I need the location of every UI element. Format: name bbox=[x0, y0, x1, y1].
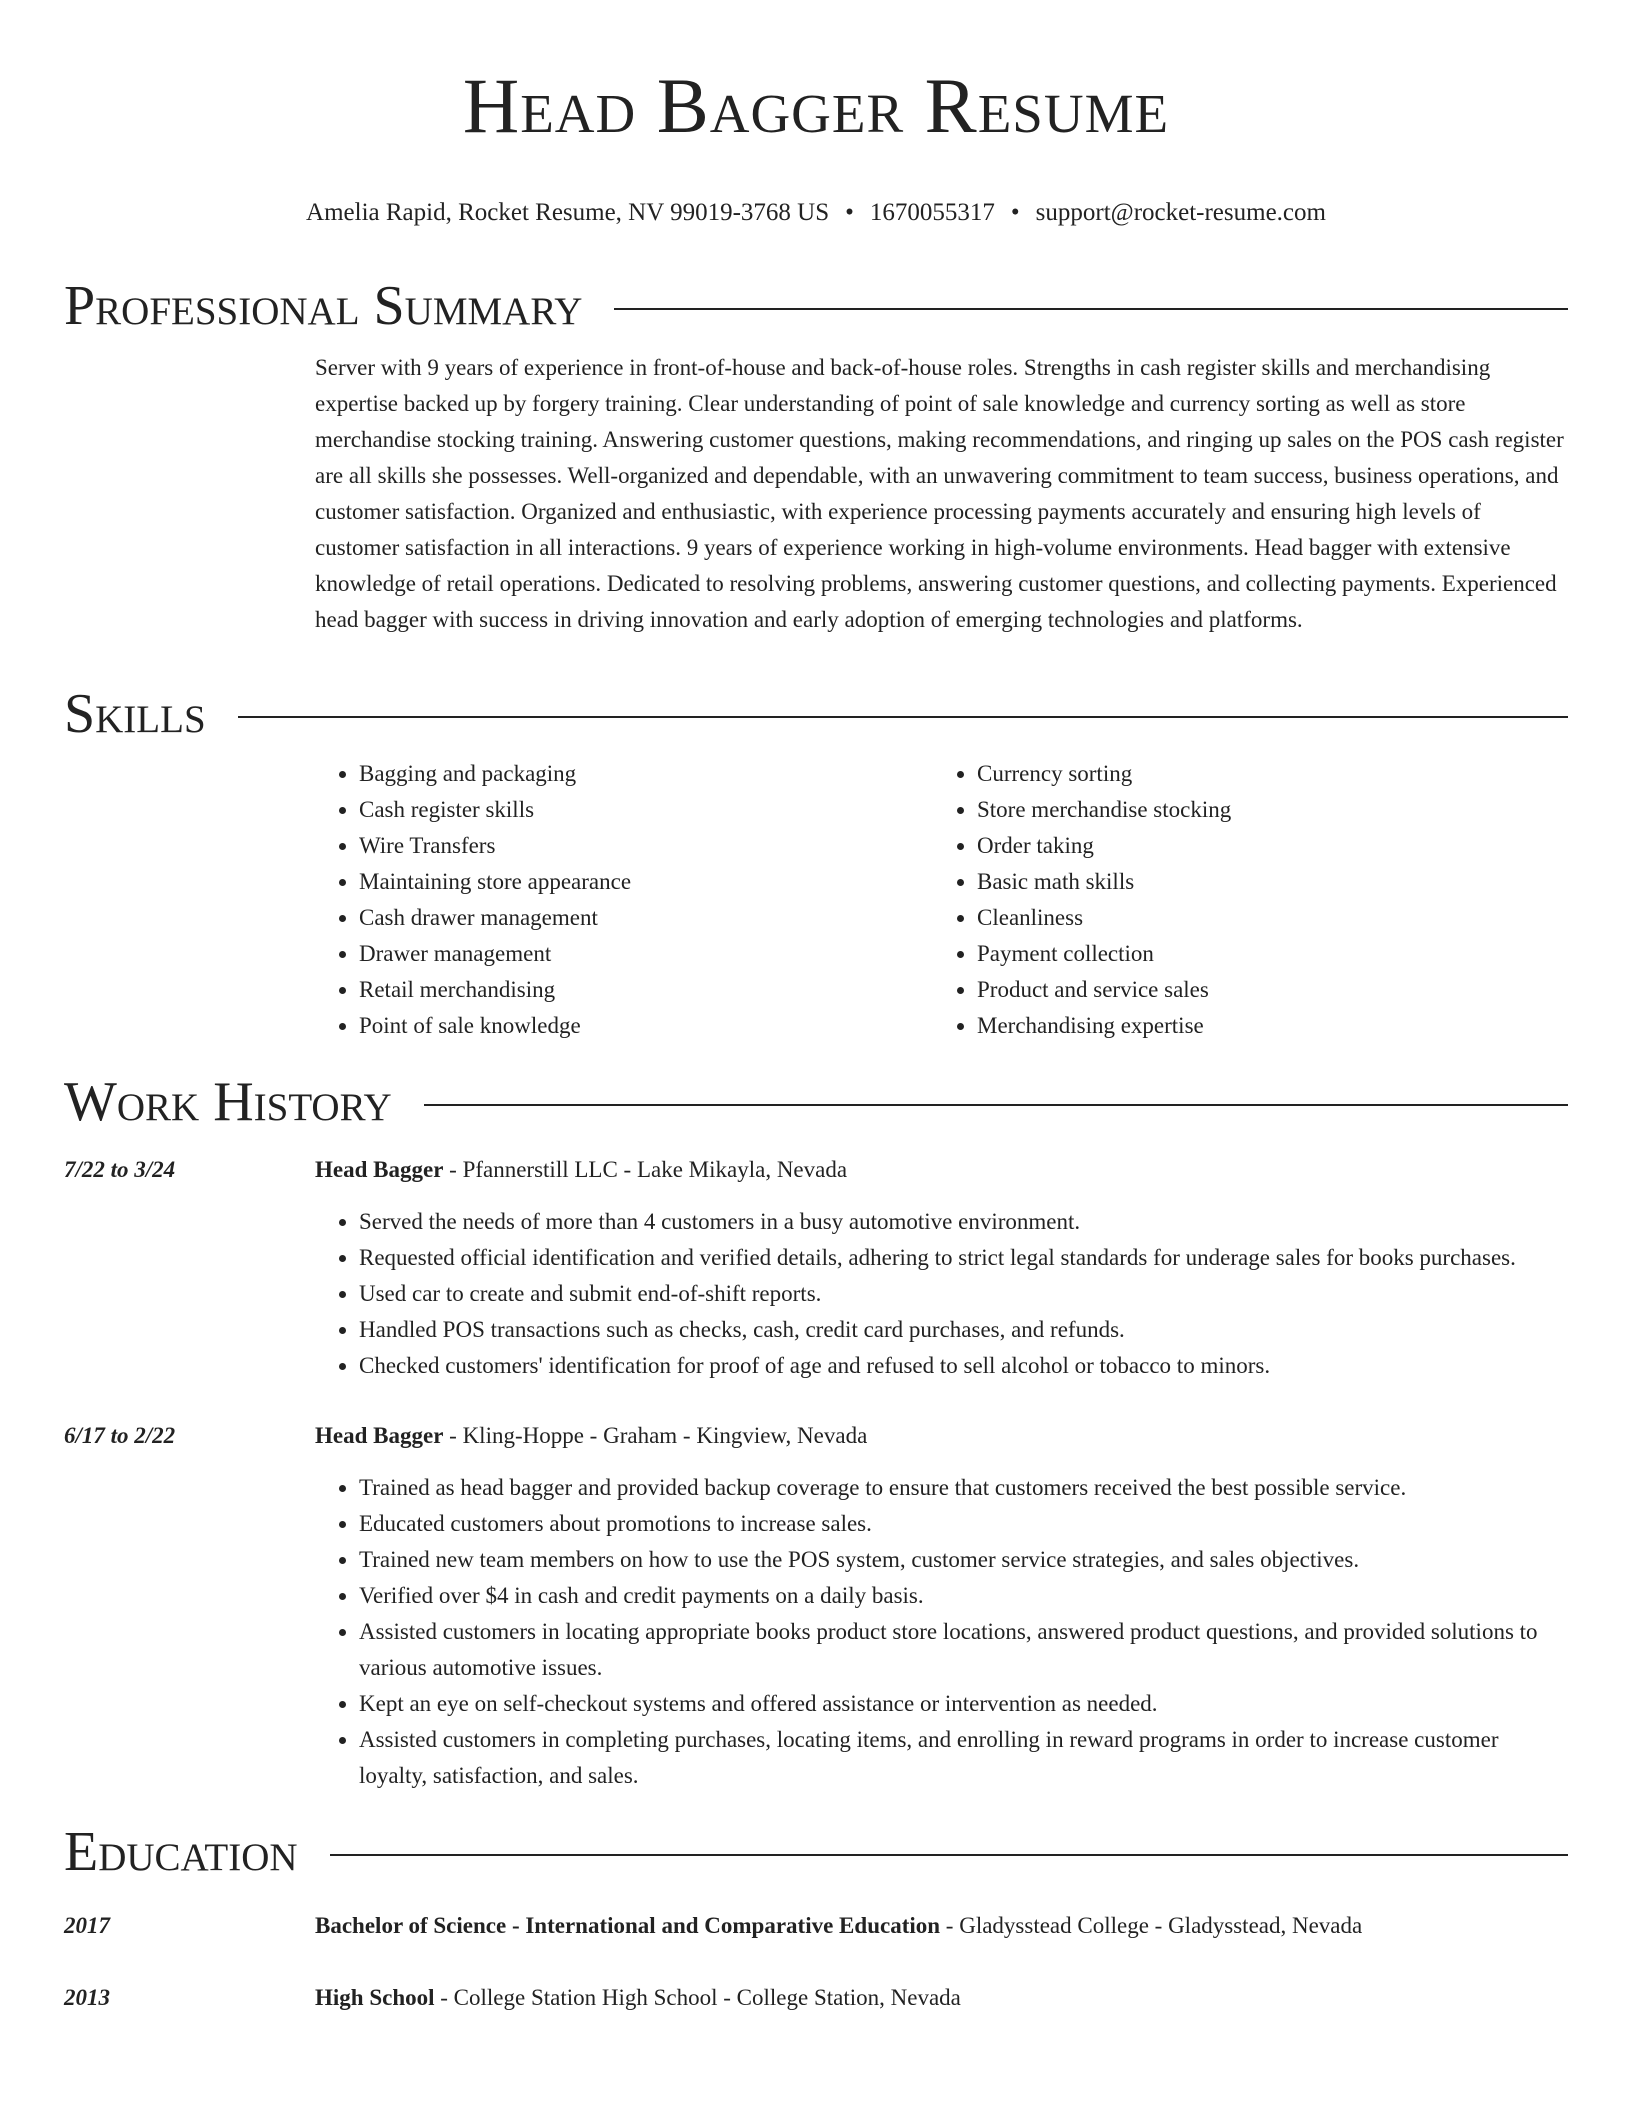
education-body bbox=[315, 1980, 961, 2016]
job-heading bbox=[315, 1418, 1568, 1454]
section-rule bbox=[424, 1104, 1568, 1106]
education-details: - College Station High School - College Station, Nevada bbox=[434, 1985, 961, 2010]
education-entry bbox=[64, 1908, 1568, 1944]
section-rule bbox=[238, 716, 1568, 718]
job-dates: 7/22 to 3/24 bbox=[64, 1157, 176, 1182]
skills-column-right bbox=[933, 756, 1551, 1044]
work-section-header bbox=[64, 1070, 1568, 1134]
skill-item: • Bagging and packaging bbox=[359, 756, 933, 792]
job-bullet: • Educated customers about promotions to increase sales. bbox=[359, 1506, 1568, 1542]
section-rule bbox=[330, 1854, 1568, 1856]
contact-separator: • bbox=[1010, 199, 1020, 226]
skills-section-header bbox=[64, 682, 1568, 746]
job-title: Head Bagger bbox=[315, 1157, 444, 1182]
skill-item: • Payment collection bbox=[977, 936, 1551, 972]
job-bullet: • Trained as head bagger and provided backup coverage to ensure that customers received the best possible service. bbox=[359, 1470, 1568, 1506]
skill-item: • Cash drawer management bbox=[359, 900, 933, 936]
skill-item: • Maintaining store appearance bbox=[359, 864, 933, 900]
job-details: - Kling-Hoppe - Graham - Kingview, Nevada bbox=[443, 1423, 868, 1448]
job-bullet: • Requested official identification and verified details, adhering to strict legal standards for underage sales for books purchases. bbox=[359, 1240, 1568, 1276]
job-bullets bbox=[315, 1470, 1568, 1794]
job-bullet: • Trained new team members on how to use the POS system, customer service strategies, and sales objectives. bbox=[359, 1542, 1568, 1578]
job-body bbox=[315, 1152, 1568, 1384]
section-heading: Professional Summary bbox=[64, 275, 583, 337]
section-heading: Skills bbox=[64, 683, 206, 745]
skill-item: • Cash register skills bbox=[359, 792, 933, 828]
job-title: Head Bagger bbox=[315, 1423, 444, 1448]
job-bullet: • Served the needs of more than 4 customers in a busy automotive environment. bbox=[359, 1204, 1568, 1240]
summary-section-header bbox=[64, 274, 1568, 338]
job-dates: 6/17 to 2/22 bbox=[64, 1423, 176, 1448]
education-year: 2013 bbox=[64, 1985, 110, 2010]
job-body bbox=[315, 1418, 1568, 1794]
skills-column-left bbox=[315, 756, 933, 1044]
job-bullet: • Used car to create and submit end-of-shift reports. bbox=[359, 1276, 1568, 1312]
skill-item: • Order taking bbox=[977, 828, 1551, 864]
education-section-header bbox=[64, 1820, 1568, 1884]
skills-list bbox=[315, 756, 1568, 1044]
contact-email[interactable]: support@rocket-resume.com bbox=[1035, 199, 1326, 226]
job-heading bbox=[315, 1152, 1568, 1188]
job-details: - Pfannerstill LLC - Lake Mikayla, Nevada bbox=[443, 1157, 848, 1182]
job-bullet: • Checked customers' identification for proof of age and refused to sell alcohol or tobacco to minors. bbox=[359, 1348, 1568, 1384]
job-bullet: • Assisted customers in completing purchases, locating items, and enrolling in reward programs in order to increase customer loyalty, satisfaction, and sales. bbox=[359, 1722, 1568, 1794]
skill-item: • Cleanliness bbox=[977, 900, 1551, 936]
education-details: - Gladysstead College - Gladysstead, Nevada bbox=[940, 1913, 1363, 1938]
job-entry bbox=[64, 1418, 1568, 1794]
job-bullet: • Verified over $4 in cash and credit payments on a daily basis. bbox=[359, 1578, 1568, 1614]
contact-phone: 1670055317 bbox=[869, 199, 995, 226]
resume-page bbox=[64, 0, 1568, 2016]
section-heading: Education bbox=[64, 1821, 298, 1883]
job-bullet: • Handled POS transactions such as checks, cash, credit card purchases, and refunds. bbox=[359, 1312, 1568, 1348]
skill-item: • Product and service sales bbox=[977, 972, 1551, 1008]
contact-address: Amelia Rapid, Rocket Resume, NV 99019-3768 US bbox=[306, 199, 830, 226]
resume-title: Head Bagger Resume bbox=[462, 62, 1170, 149]
job-entry bbox=[64, 1152, 1568, 1384]
education-degree: Bachelor of Science - International and Comparative Education bbox=[315, 1913, 941, 1938]
skill-item: • Merchandising expertise bbox=[977, 1008, 1551, 1044]
education-degree: High School bbox=[315, 1985, 435, 2010]
education-body bbox=[315, 1908, 1362, 1944]
job-bullets bbox=[315, 1204, 1568, 1384]
skill-item: • Drawer management bbox=[359, 936, 933, 972]
education-year: 2017 bbox=[64, 1913, 110, 1938]
skill-item: • Basic math skills bbox=[977, 864, 1551, 900]
section-heading: Work History bbox=[64, 1071, 392, 1133]
job-bullet: • Assisted customers in locating appropriate books product store locations, answered product questions, and provided solutions to various automotive issues. bbox=[359, 1614, 1568, 1686]
summary-text: Server with 9 years of experience in front-of-house and back-of-house roles. Strengths in cash register skills and merchandising expertise backed up by forgery training. Clear understanding of point of sale knowledge and currency sorting as well as store merchandise stocking training. Answering customer questions, making recommendations, and ringing up sales on the POS cash register are all skills she possesses. Well-organized and dependable, with an unwavering commitment to team success, business operations, and customer satisfaction. Organized and enthusiastic, with experience processing payments accurately and ensuring high levels of customer satisfaction in all interactions. 9 years of experience working in high-volume environments. Head bagger with extensive knowledge of retail operations. Dedicated to resolving problems, answering customer questions, and collecting payments. Experienced head bagger with success in driving innovation and early adoption of emerging technologies and platforms. bbox=[315, 355, 1564, 632]
contact-line bbox=[64, 196, 1568, 230]
skill-item: • Retail merchandising bbox=[359, 972, 933, 1008]
skill-item: • Wire Transfers bbox=[359, 828, 933, 864]
contact-separator: • bbox=[845, 199, 854, 226]
skill-item: • Currency sorting bbox=[977, 756, 1551, 792]
skill-item: • Point of sale knowledge bbox=[359, 1008, 933, 1044]
job-bullet: • Kept an eye on self-checkout systems and offered assistance or intervention as needed. bbox=[359, 1686, 1568, 1722]
section-rule bbox=[614, 308, 1568, 310]
education-entry bbox=[64, 1980, 1568, 2016]
skill-item: • Store merchandise stocking bbox=[977, 792, 1551, 828]
